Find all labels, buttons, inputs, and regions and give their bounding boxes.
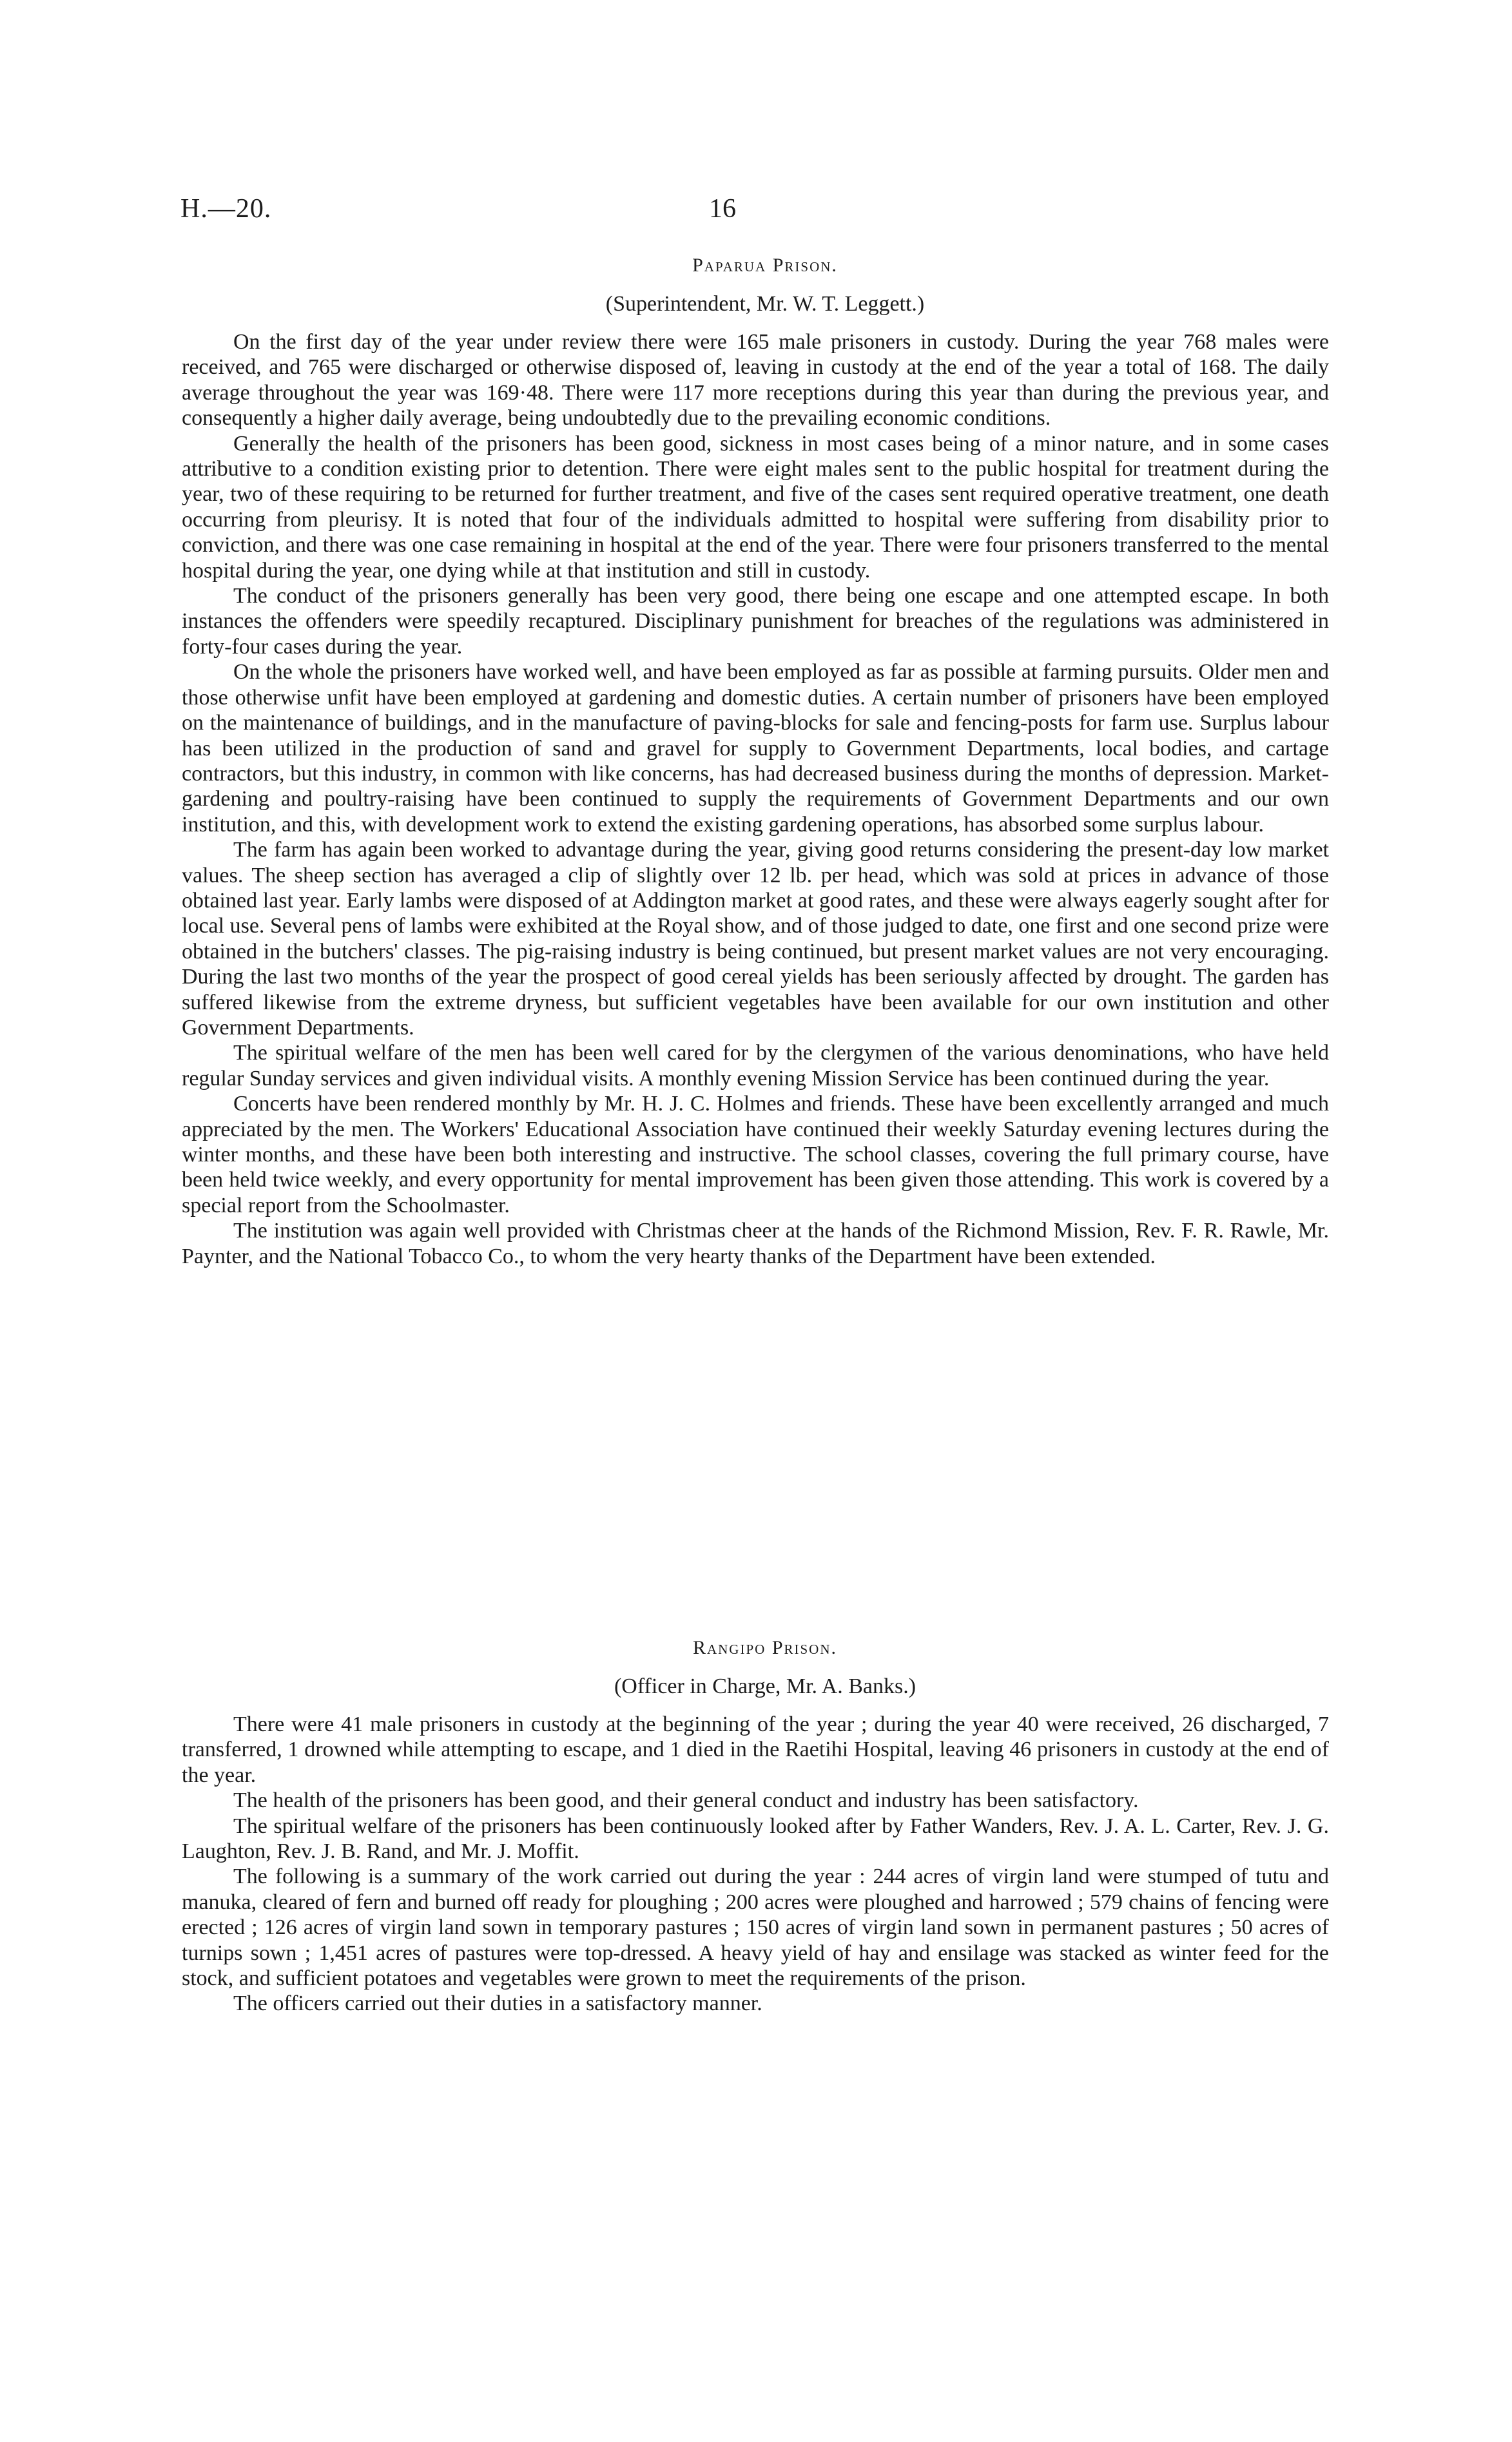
page-reference: H.—20.	[180, 194, 272, 224]
paragraph: Generally the health of the prisoners has been good, sickness in most cases being of a minor nature, and in some cases attributive to a condition existing prior to detention. There were eight males sent to the public hospital for treatment during the year, two of these requiring to be returned for further treatment, and five of the cases sent required operative treatment, one death occurring from pleurisy. It is noted that four of the individuals admitted to hospital were suffering from disability prior to conviction, and there was one case remaining in hospital at the end of the year. There were four prisoners transferred to the mental hospital during the year, one dying while at that institution and still in custody.	[182, 431, 1329, 583]
paragraph: The officers carried out their duties in a satisfactory manner.	[233, 1991, 762, 2016]
page-number: 16	[709, 194, 736, 224]
paragraph: The institution was again well provided with Christmas cheer at the hands of the Richmond Mission, Rev. F. R. Rawle, Mr. Paynter, and the National Tobacco Co., to whom the very hearty thanks of the Department have been extended.	[182, 1219, 1329, 1268]
paragraph: The spiritual welfare of the men has been well cared for by the clergymen of the various denominations, who have held regular Sunday services and given individual visits. A monthly evening Mission Service has been continued during the year.	[182, 1041, 1329, 1090]
paragraph: The following is a summary of the work carried out during the year : 244 acres of virgin land were stumped of tutu and manuka, cleared of fern and burned off ready for ploughing ; 200 acres were ploughed and harrowed ; 579 chains of fencing were erected ; 126 acres of virgin land sown in temporary pastures ; 150 acres of virgin land sown in permanent pastures ; 50 acres of turnips sown ; 1,451 acres of pastures were top-dressed. A heavy yield of hay and ensilage was stacked as winter feed for the stock, and sufficient potatoes and vegetables were grown to meet the requirements of the prison.	[182, 1865, 1329, 1991]
section-title: Rangipo Prison.	[692, 1637, 838, 1658]
section-subtitle: (Officer in Charge, Mr. A. Banks.)	[614, 1674, 916, 1698]
section-title: Paparua Prison.	[692, 255, 838, 276]
paragraph: On the whole the prisoners have worked well, and have been employed as far as possible at farming pursuits. Older men and those otherwise unfit have been employed at gardening and domestic duties. A certain number of prisoners have been employed on the maintenance of buildings, and in the manufacture of paving-blocks for sale and fencing-posts for farm use. Surplus labour has been utilized in the production of sand and gravel for supply to Government Departments, local bodies, and cartage contractors, but this industry, in common with like concerns, has had decreased business during the months of depression. Market-gardening and poultry-raising have been continued to supply the requirements of Government Departments and our own institution, and this, with development work to extend the existing gardening operations, has absorbed some surplus labour.	[182, 660, 1329, 837]
paragraph: The farm has again been worked to advantage during the year, giving good returns considering the present-day low market values. The sheep section has averaged a clip of slightly over 12 lb. per head, which was sold at prices in advance of those obtained last year. Early lambs were disposed of at Addington market at good rates, and these were always eagerly sought after for local use. Several pens of lambs were exhibited at the Royal show, and of those judged to date, one first and one second prize were obtained in the butchers' classes. The pig-raising industry is being continued, but present market values are not very encouraging. During the last two months of the year the prospect of good cereal yields has been seriously affected by drought. The garden has suffered likewise from the extreme dryness, but sufficient vegetables have been available for our own institution and other Government Departments.	[182, 838, 1329, 1040]
paragraph: The conduct of the prisoners generally has been very good, there being one escape and one attempted escape. In both instances the offenders were speedily recaptured. Disciplinary punishment for breaches of the regulations was administered in forty-four cases during the year.	[182, 584, 1329, 659]
page-header	[180, 193, 1332, 232]
section-paparua-prison	[182, 255, 1329, 1269]
paragraph: The spiritual welfare of the prisoners has been continuously looked after by Father Wanders, Rev. J. A. L. Carter, Rev. J. G. Laughton, Rev. J. B. Rand, and Mr. J. Moffit.	[182, 1814, 1329, 1864]
paragraph: Concerts have been rendered monthly by Mr. H. J. C. Holmes and friends. These have been excellently arranged and much appreciated by the men. The Workers' Educational Association have continued their weekly Saturday evening lectures during the winter months, and these have been both interesting and instructive. The school classes, covering the full primary course, have been held twice weekly, and every opportunity for mental improvement has been given those attending. This work is covered by a special report from the Schoolmaster.	[182, 1092, 1329, 1217]
paragraph: On the first day of the year under review there were 165 male prisoners in custody. During the year 768 males were received, and 765 were discharged or otherwise disposed of, leaving in custody at the end of the year a total of 168. The daily average throughout the year was 169·48. There were 117 more receptions during this year than during the previous year, and consequently a higher daily average, being undoubtedly due to the prevailing economic conditions.	[182, 330, 1329, 431]
section-subtitle: (Superintendent, Mr. W. T. Leggett.)	[605, 292, 925, 316]
section-rangipo-prison	[182, 1637, 1329, 2017]
paragraph: There were 41 male prisoners in custody at the beginning of the year ; during the year 40 were received, 26 discharged, 7 transferred, 1 drowned while attempting to escape, and 1 died in the Raetihi Hospital, leaving 46 prisoners in custody at the end of the year.	[182, 1712, 1329, 1787]
paragraph: The health of the prisoners has been good, and their general conduct and industry has been satisfactory.	[233, 1788, 1139, 1813]
